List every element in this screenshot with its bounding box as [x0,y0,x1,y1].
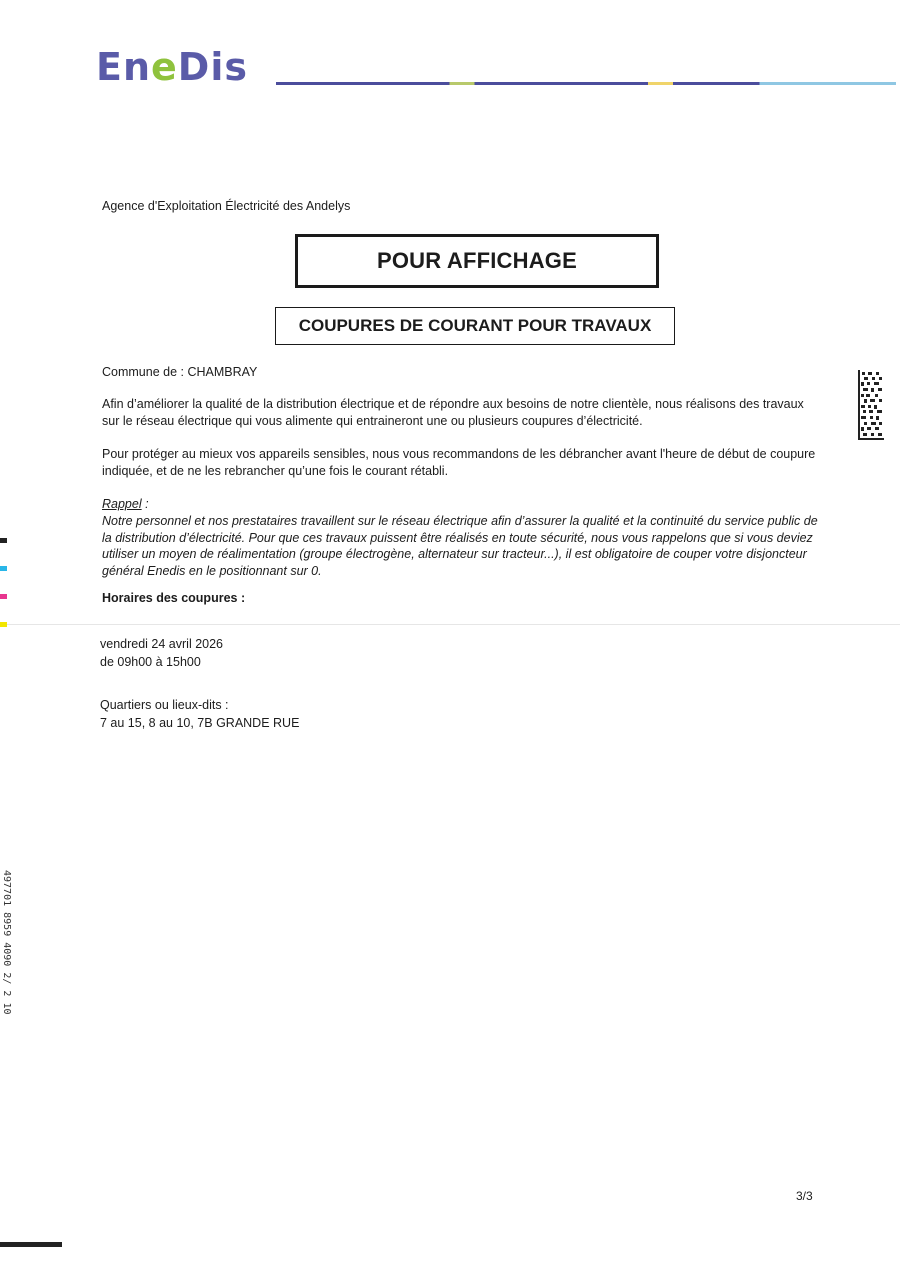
enedis-logo: EneDis [96,45,248,89]
title-sub: COUPURES DE COURANT POUR TRAVAUX [298,316,652,335]
title-box-main [295,234,659,288]
page-number: 3/3 [796,1189,813,1203]
mark-yellow [0,622,7,627]
mark-cyan [0,566,7,571]
title-box-sub [275,307,675,345]
color-registration-marks [0,538,7,650]
side-tracking-code: 497701 8959 4090 2/ 2 10 [1,870,12,1015]
datamatrix-barcode-icon [858,370,884,440]
rappel-text: Notre personnel et nos prestataires travaillent sur le réseau électrique afin d’assurer la qualité et la continuité du service public de la distribution d’électricité. Pour que ces travaux puissent être réalisés en toute sécurité, nous vous rappelons que si vous deviez utiliser un moyen de réalimentation (groupe électrogène, alternateur sur tracteur...), il est obligatoire de couper votre disjoncteur général Enedis en le positionnant sur 0. [102,514,818,578]
outage-date: vendredi 24 avril 2026 [100,637,223,651]
quartiers-value: 7 au 15, 8 au 10, 7B GRANDE RUE [100,716,300,730]
scan-fold-line [0,624,900,625]
advice-paragraph: Pour protéger au mieux vos appareils sensibles, nous vous recommandons de les débrancher avant l'heure de début de coupure indiquée, et de ne les rebrancher qu’une fois le courant rétabli. [102,447,816,478]
mark-black [0,538,7,543]
scan-bottom-bar [0,1242,62,1247]
rappel-heading: Rappel : [102,497,149,511]
mark-magenta [0,594,7,599]
title-main: POUR AFFICHAGE [377,248,577,273]
outage-hours: de 09h00 à 15h00 [100,655,201,669]
header-rule [276,82,896,85]
horaires-heading: Horaires des coupures : [102,591,246,605]
intro-paragraph: Afin d’améliorer la qualité de la distribution électrique et de répondre aux besoins de notre clientèle, nous réalisons des travaux sur le réseau électrique qui vous alimente qui entraineront une ou plusieurs coupures d’électricité. [102,397,804,428]
commune-line: Commune de : CHAMBRAY [102,365,258,379]
quartiers-label: Quartiers ou lieux-dits : [100,698,229,712]
agency-name: Agence d'Exploitation Électricité des Andelys [102,199,351,213]
